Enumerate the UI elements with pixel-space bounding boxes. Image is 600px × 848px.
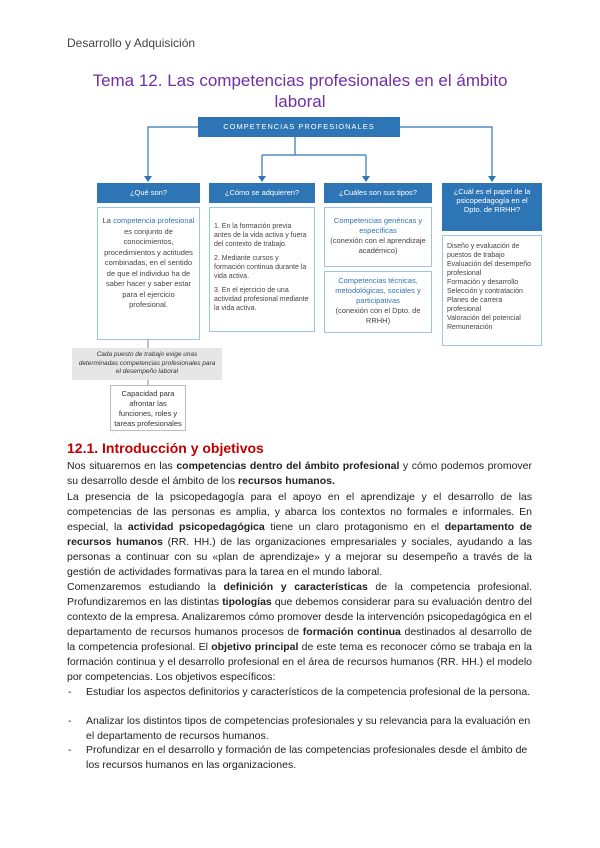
question-role: ¿Cuál es el papel de la psicopedagogía en el Dpto. de RRHH? (442, 183, 542, 231)
roles-box (442, 235, 542, 346)
page-title: Tema 12. Las competencias profesionales en el ámbito laboral (92, 71, 508, 111)
acquisition-item: 3. En el ejercicio de una actividad profesional mediante la vida activa. (214, 287, 309, 312)
types-box-1 (324, 207, 432, 267)
section-title: 12.1. Introducción y objetivos (67, 440, 264, 456)
role-item: Diseño y evaluación de puestos de trabajo (447, 243, 520, 259)
acquisition-item: 1. En la formación previa antes de la vida activa y fuera del contexto de trabajo. (214, 223, 307, 248)
question-how: ¿Cómo se adquieren? (209, 183, 315, 203)
role-item: Valoración del potencial (447, 315, 521, 322)
role-item: Selección y contratación (447, 288, 523, 295)
objective-item: - Analizar los distintos tipos de competencias profesionales y su relevancia para la evaluación en el departamento de recursos humanos. (68, 715, 531, 742)
paragraph-plan: Comenzaremos estudiando la definición y características de la competencia profesional. Profundizaremos en las distintas tipologías que debemos considerar para su evaluación dentro del contexto de la empresa. Analizaremos cómo promover desde la intervención psicopedagógica en el departamento de recursos humanos procesos de formación continua destinados al desarrollo de la competencia profesional. El objetivo principal de este tema es reconocer cómo se trabaja en la formación continua y el desarrollo profesional en el área de recursos humanos (RR. HH.) el modelo por competencias. Los objetivos específicos: (67, 581, 533, 683)
objective-item: - Profundizar en el desarrollo y formación de las competencias profesionales desde el ámbito de los recursos humanos en las organizaciones. (68, 744, 528, 771)
paragraph-intro: Nos situaremos en las competencias dentro del ámbito profesional y cómo podemos promover su desarrollo desde el ámbito de los recursos humanos. (67, 460, 533, 487)
type1-label: Competencias genéricas y específicas (333, 216, 423, 235)
diagram-root: COMPETENCIAS PROFESIONALES (198, 117, 400, 137)
note-box: Cada puesto de trabajo exige unas determinadas competencias profesionales para el desempeño laboral (72, 348, 222, 380)
role-item: Remuneración (447, 324, 493, 331)
type1-sub: (conexión con el aprendizaje académico) (330, 236, 426, 255)
objective-item: - Estudiar los aspectos definitorios y característicos de la competencia profesional de la persona. (68, 686, 531, 698)
types-box-2 (324, 271, 432, 333)
definition-key: competencia profesional (113, 216, 195, 225)
capacity-box: Capacidad para afrontar las funciones, roles y tareas profesionales (110, 385, 186, 431)
acquisition-item: 2. Mediante cursos y formación continua durante la vida activa. (214, 255, 307, 280)
acquisition-box (209, 207, 315, 332)
role-item: Evaluación del desempeño profesional (447, 261, 532, 277)
question-types: ¿Cuáles son sus tipos? (324, 183, 432, 203)
type2-sub: (conexión con el Dpto. de RRHH) (335, 306, 421, 325)
definition-box: La competencia profesional es conjunto de conocimientos, procedimientos y actitudes combinadas, en el sentido de que el individuo ha de saber hacer y saber estar para el ejercicio profesional. (97, 207, 200, 340)
question-what: ¿Qué son? (97, 183, 200, 203)
role-item: Planes de carrera profesional (447, 297, 503, 313)
running-header: Desarrollo y Adquisición (67, 36, 196, 50)
role-item: Formación y desarrollo (447, 279, 519, 286)
paragraph-presence: La presencia de la psicopedagogía para el apoyo en el aprendizaje y el desarrollo de las competencias de las personas es amplia, y abarca los contextos no formales e informales. En especial, la actividad psicopedagógica tiene un claro protagonismo en el departamento de recursos humanos (RR. HH.) de las organizaciones empresariales y sociales, ayudando a las personas a continuar con su «plan de aprendizaje» y a mejorar su desempeño a través de la gestión de actividades formativas para la tarea en el mundo laboral. (67, 491, 532, 578)
type2-label: Competencias técnicas, metodológicas, sociales y participativas (335, 276, 421, 305)
